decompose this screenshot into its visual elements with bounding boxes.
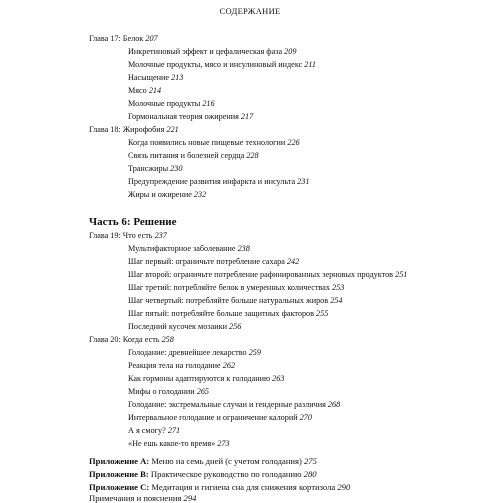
toc-entry bbox=[128, 258, 299, 266]
toc-entry bbox=[128, 61, 316, 69]
chapter-19-heading bbox=[89, 232, 167, 240]
page-number: 209 bbox=[284, 47, 297, 56]
page-number: 228 bbox=[246, 151, 259, 160]
toc-entry bbox=[128, 87, 161, 95]
entry-text: Мультифакторное заболевание bbox=[128, 244, 236, 253]
page-header: СОДЕРЖАНИЕ bbox=[219, 6, 281, 16]
toc-entry bbox=[128, 414, 312, 422]
chapter-label: Глава 17: bbox=[89, 34, 121, 43]
page-number: 262 bbox=[222, 361, 236, 370]
toc-entry bbox=[128, 191, 206, 199]
entry-text: Когда появились новые пищевые технологии bbox=[128, 138, 286, 147]
page-number: 251 bbox=[395, 270, 408, 279]
toc-entry bbox=[128, 178, 309, 186]
chapter-label: Глава 20: bbox=[89, 335, 121, 344]
entry-text: Примечания и пояснения bbox=[89, 493, 182, 503]
appendix-b bbox=[89, 470, 317, 479]
page-number: 217 bbox=[240, 112, 254, 121]
entry-text: Шаг третий: потребляйте белок в умеренных количествах bbox=[128, 283, 331, 292]
appendix-label: Приложение А: bbox=[89, 456, 150, 466]
entry-text: Шаг пятый: потребляйте больше защитных факторов bbox=[128, 309, 314, 318]
page-number: 253 bbox=[332, 283, 345, 292]
page-number: 268 bbox=[327, 400, 341, 409]
toc-entry bbox=[128, 152, 259, 160]
entry-text: Шаг первый: ограничьте потребление сахара bbox=[128, 257, 285, 266]
entry-text: Инкретиновый эффект и цефалическая фаза bbox=[128, 47, 283, 56]
toc-entry bbox=[128, 375, 284, 383]
page-number: 294 bbox=[183, 493, 197, 503]
toc-entry bbox=[128, 100, 215, 108]
toc-entry bbox=[128, 48, 296, 56]
entry-text: Молочные продукты, мясо и инсулиновый индекс bbox=[128, 60, 303, 69]
entry-text: Трансжиры bbox=[128, 164, 169, 173]
chapter-title: Что есть bbox=[122, 231, 153, 240]
page-number: 255 bbox=[316, 309, 329, 318]
appendix-a bbox=[89, 457, 317, 466]
toc-entry bbox=[128, 245, 250, 253]
toc-entry bbox=[128, 401, 340, 409]
toc-entry bbox=[128, 74, 183, 82]
page-number: 263 bbox=[272, 374, 285, 383]
page-number: 258 bbox=[161, 335, 174, 344]
toc-entry bbox=[128, 271, 407, 279]
toc-entry bbox=[128, 165, 182, 173]
entry-text: Насыщение bbox=[128, 73, 170, 82]
toc-entry bbox=[128, 297, 342, 305]
appendix-title: Медитация и гигиена сна для снижения кортизола bbox=[151, 482, 336, 492]
entry-text: Голодание: экстремальные случаи и гендерные различия bbox=[128, 400, 326, 409]
page-number: 290 bbox=[337, 482, 351, 492]
toc-entry bbox=[128, 362, 235, 370]
page-number: 211 bbox=[304, 60, 316, 69]
entry-text: Жиры и ожирение bbox=[128, 190, 192, 199]
page-number: 231 bbox=[297, 177, 310, 186]
page-number: 232 bbox=[193, 190, 207, 199]
part-heading: Часть 6: Решение bbox=[89, 216, 177, 228]
toc-entry bbox=[128, 323, 241, 331]
chapter-title: Белок bbox=[122, 34, 144, 43]
page-number: 237 bbox=[154, 231, 167, 240]
page-number: 265 bbox=[196, 387, 210, 396]
entry-text: Интервальное голодание и ограничение калорий bbox=[128, 413, 298, 422]
toc-entry bbox=[128, 440, 230, 448]
entry-text: Реакция тела на голодание bbox=[128, 361, 221, 370]
notes-entry bbox=[89, 494, 196, 503]
chapter-title: Жирофобия bbox=[122, 125, 165, 134]
page-number: 259 bbox=[248, 348, 261, 357]
appendix-label: Приложение В: bbox=[89, 469, 149, 479]
toc-entry bbox=[128, 310, 328, 318]
entry-text: Гормональная теория ожирения bbox=[128, 112, 239, 121]
appendix-title: Практическое руководство по голоданию bbox=[150, 469, 302, 479]
chapter-title: Когда есть bbox=[122, 335, 160, 344]
page-number: 207 bbox=[145, 34, 158, 43]
page-number: 280 bbox=[303, 469, 317, 479]
entry-text: Как гормоны адаптируются к голоданию bbox=[128, 374, 271, 383]
page-number: 254 bbox=[330, 296, 343, 305]
appendix-c bbox=[89, 483, 350, 492]
chapter-label: Глава 18: bbox=[89, 125, 121, 134]
page-number: 216 bbox=[202, 99, 215, 108]
entry-text: А я смогу? bbox=[128, 426, 166, 435]
page-number: 256 bbox=[229, 322, 242, 331]
entry-text: Мясо bbox=[128, 86, 147, 95]
entry-text: Последний кусочек мозаики bbox=[128, 322, 227, 331]
chapter-17-heading bbox=[89, 35, 158, 43]
page-number: 221 bbox=[166, 125, 179, 134]
page-number: 271 bbox=[167, 426, 181, 435]
page-number: 242 bbox=[286, 257, 300, 266]
page-number: 226 bbox=[287, 138, 300, 147]
entry-text: Молочные продукты bbox=[128, 99, 201, 108]
chapter-20-heading bbox=[89, 336, 174, 344]
entry-text: Связь питания и болезней сердца bbox=[128, 151, 245, 160]
entry-text: Предупреждение развития инфаркта и инсульта bbox=[128, 177, 296, 186]
toc-entry bbox=[128, 139, 300, 147]
page-number: 273 bbox=[217, 439, 230, 448]
entry-text: Голодание: древнейшее лекарство bbox=[128, 348, 247, 357]
toc-entry bbox=[128, 427, 180, 435]
chapter-label: Глава 19: bbox=[89, 231, 121, 240]
page-number: 270 bbox=[299, 413, 312, 422]
toc-entry bbox=[128, 284, 344, 292]
appendix-label: Приложение С: bbox=[89, 482, 150, 492]
page-number: 275 bbox=[304, 456, 317, 466]
page-number: 230 bbox=[170, 164, 183, 173]
toc-entry bbox=[128, 388, 209, 396]
toc-entry bbox=[128, 349, 261, 357]
entry-text: Мифы о голодании bbox=[128, 387, 195, 396]
entry-text: «Не ешь какое-то время» bbox=[128, 439, 216, 448]
page-number: 213 bbox=[171, 73, 184, 82]
chapter-18-heading bbox=[89, 126, 179, 134]
page-number: 238 bbox=[237, 244, 250, 253]
appendix-title: Меню на семь дней (с учетом голодания) bbox=[151, 456, 302, 466]
page-number: 214 bbox=[148, 86, 162, 95]
entry-text: Шаг четвертый: потребляйте больше натуральных жиров bbox=[128, 296, 329, 305]
entry-text: Шаг второй: ограничьте потребление рафинированных зерновых продуктов bbox=[128, 270, 394, 279]
toc-entry bbox=[128, 113, 253, 121]
